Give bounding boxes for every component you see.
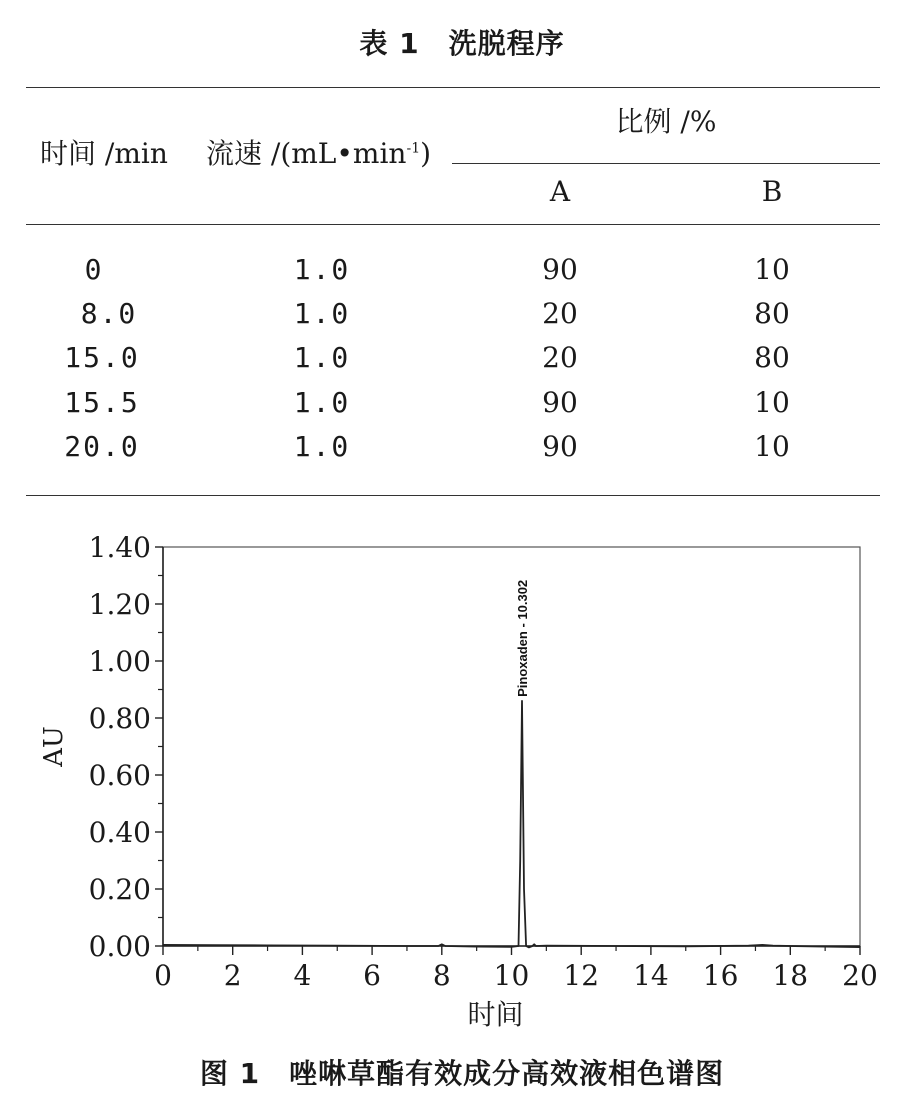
header-flow-sup: -1 — [406, 140, 421, 157]
cell-time: 15.0 — [64, 341, 140, 374]
cell-time: 15.5 — [64, 386, 140, 419]
chromatogram-chart — [0, 520, 924, 1040]
cell-b: 10 — [754, 430, 790, 463]
x-tick-label: 14 — [633, 959, 669, 992]
ratio-underline — [452, 163, 880, 164]
y-tick-label: 1.20 — [88, 588, 151, 621]
x-tick-label: 8 — [432, 959, 451, 992]
cell-a: 20 — [542, 297, 578, 330]
cell-flow: 1.0 — [293, 430, 351, 463]
table-title: 表 1 洗脱程序 — [359, 27, 565, 60]
y-tick-label: 0.20 — [88, 873, 151, 906]
figure-caption: 图 1 唑啉草酯有效成分高效液相色谱图 — [199, 1057, 725, 1090]
chromatogram-trace — [163, 701, 860, 948]
plot-frame — [163, 547, 860, 946]
x-tick-label: 16 — [702, 959, 739, 992]
x-tick-label: 4 — [293, 959, 312, 992]
cell-flow: 1.0 — [293, 253, 351, 286]
x-tick-label: 12 — [563, 959, 600, 992]
y-tick-label: 0.00 — [88, 930, 151, 963]
cell-b: 80 — [754, 297, 790, 330]
header-flow-prefix: 流速 /(mL•min — [206, 137, 407, 170]
table-header-rule — [26, 224, 880, 225]
cell-time: 20.0 — [64, 430, 140, 463]
header-a: A — [549, 175, 571, 208]
cell-b: 80 — [754, 341, 790, 374]
x-tick-label: 6 — [363, 959, 382, 992]
x-tick-label: 18 — [772, 959, 809, 992]
cell-b: 10 — [754, 253, 790, 286]
header-time: 时间 /min — [40, 137, 168, 170]
chart-series — [163, 701, 860, 948]
x-tick-label: 0 — [154, 959, 172, 992]
y-tick-label: 0.60 — [88, 759, 151, 792]
header-flow — [206, 138, 431, 170]
chart-axes — [163, 547, 860, 946]
y-axis-label: AU — [39, 726, 69, 767]
header-ratio: 比例 /% — [615, 105, 717, 138]
table-top-rule — [26, 87, 880, 88]
table-bottom-rule — [26, 495, 880, 496]
peak-label: Pinoxaden - 10.302 — [515, 579, 531, 697]
cell-a: 90 — [542, 386, 578, 419]
x-tick-label: 20 — [842, 959, 878, 992]
cell-time: 8.0 — [80, 297, 138, 330]
cell-a: 90 — [542, 253, 578, 286]
cell-flow: 1.0 — [293, 297, 351, 330]
header-flow-suffix: ) — [420, 137, 432, 170]
cell-flow: 1.0 — [293, 386, 351, 419]
cell-flow: 1.0 — [293, 341, 351, 374]
header-b: B — [761, 175, 783, 208]
cell-a: 20 — [542, 341, 578, 374]
y-tick-label: 0.40 — [88, 816, 151, 849]
cell-b: 10 — [754, 386, 790, 419]
x-tick-label: 2 — [223, 959, 242, 992]
x-tick-label: 10 — [493, 959, 530, 992]
y-tick-label: 0.80 — [88, 702, 151, 735]
chart-ticks — [89, 531, 878, 992]
x-axis-label: 时间 — [467, 998, 524, 1031]
y-tick-label: 1.40 — [88, 531, 151, 564]
y-tick-label: 1.00 — [88, 645, 151, 678]
cell-time: 0 — [84, 253, 104, 286]
cell-a: 90 — [542, 430, 578, 463]
